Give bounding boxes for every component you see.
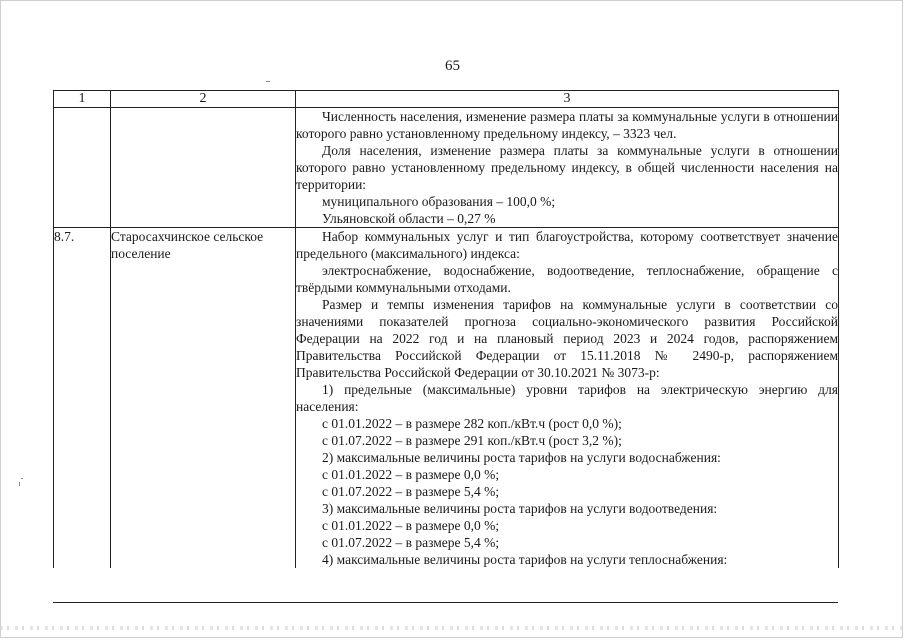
table-row <box>54 108 839 228</box>
content-paragraph: с 01.07.2022 – в размере 291 коп./кВт.ч (рост 3,2 %); <box>322 433 622 448</box>
row-number <box>54 108 111 228</box>
row-content <box>296 228 839 569</box>
content-paragraph: с 01.01.2022 – в размере 0,0 %; <box>322 467 500 482</box>
content-paragraph: с 01.01.2022 – в размере 282 коп./кВт.ч (рост 0,0 %); <box>322 416 622 431</box>
content-paragraph: муниципального образования – 100,0 %; <box>322 194 556 209</box>
content-paragraph: 3) максимальные величины роста тарифов на услуги водоотведения: <box>322 501 718 516</box>
column-header: 2 <box>111 91 296 108</box>
scan-speck <box>19 482 20 486</box>
content-paragraph: 2) максимальные величины роста тарифов на услуги водоснабжения: <box>322 450 721 465</box>
content-paragraph: Доля населения, изменение размера платы за коммунальные услуги в отношении которого равно установленному предельному индексу, в общей численности населения на территории: <box>296 143 838 192</box>
content-paragraph: с 01.01.2022 – в размере 0,0 %; <box>322 518 500 533</box>
content-paragraph: с 01.07.2022 – в размере 5,4 %; <box>322 535 500 550</box>
settlement-name <box>111 108 296 228</box>
document-table <box>53 90 839 568</box>
scan-speck <box>266 81 270 82</box>
table-row <box>54 228 839 569</box>
content-paragraph: Ульяновской области – 0,27 % <box>322 211 496 226</box>
column-header: 1 <box>54 91 111 108</box>
scan-speck <box>21 478 23 479</box>
row-content <box>296 108 839 228</box>
column-header: 3 <box>296 91 839 108</box>
table-header-row <box>54 91 839 108</box>
content-paragraph: Численность населения, изменение размера платы за коммунальные услуги в отношении которого равно установленному предельному индексу, – 3323 чел. <box>296 109 838 141</box>
page-number: 65 <box>445 58 460 74</box>
settlement-name: Старосахчинское сельское поселение <box>111 228 296 569</box>
content-paragraph: 4) максимальные величины роста тарифов на услуги теплоснабжения: <box>322 552 728 567</box>
row-number: 8.7. <box>54 228 111 569</box>
content-paragraph: с 01.07.2022 – в размере 5,4 %; <box>322 484 500 499</box>
content-paragraph: электроснабжение, водоснабжение, водоотведение, теплоснабжение, обращение с твёрдыми коммунальными отходами. <box>296 263 838 295</box>
content-paragraph: Набор коммунальных услуг и тип благоустройства, которому соответствует значение предельного (максимального) индекса: <box>296 229 838 261</box>
content-paragraph: Размер и темпы изменения тарифов на коммунальные услуги в соответствии со значениями показателей прогноза социально-экономического развития Российской Федерации на 2022 год и на плановый период 2023 и 2024 годов, распоряжением Правительства Российской Федерации от 15.11.2018 № 2490-р, распоряжением Правительства Российской Федерации от 30.10.2021 № 3073-р: <box>296 297 838 380</box>
scan-noise <box>0 626 905 630</box>
content-paragraph: 1) предельные (максимальные) уровни тарифов на электрическую энергию для населения: <box>296 382 838 414</box>
table-cut-line <box>53 602 838 603</box>
